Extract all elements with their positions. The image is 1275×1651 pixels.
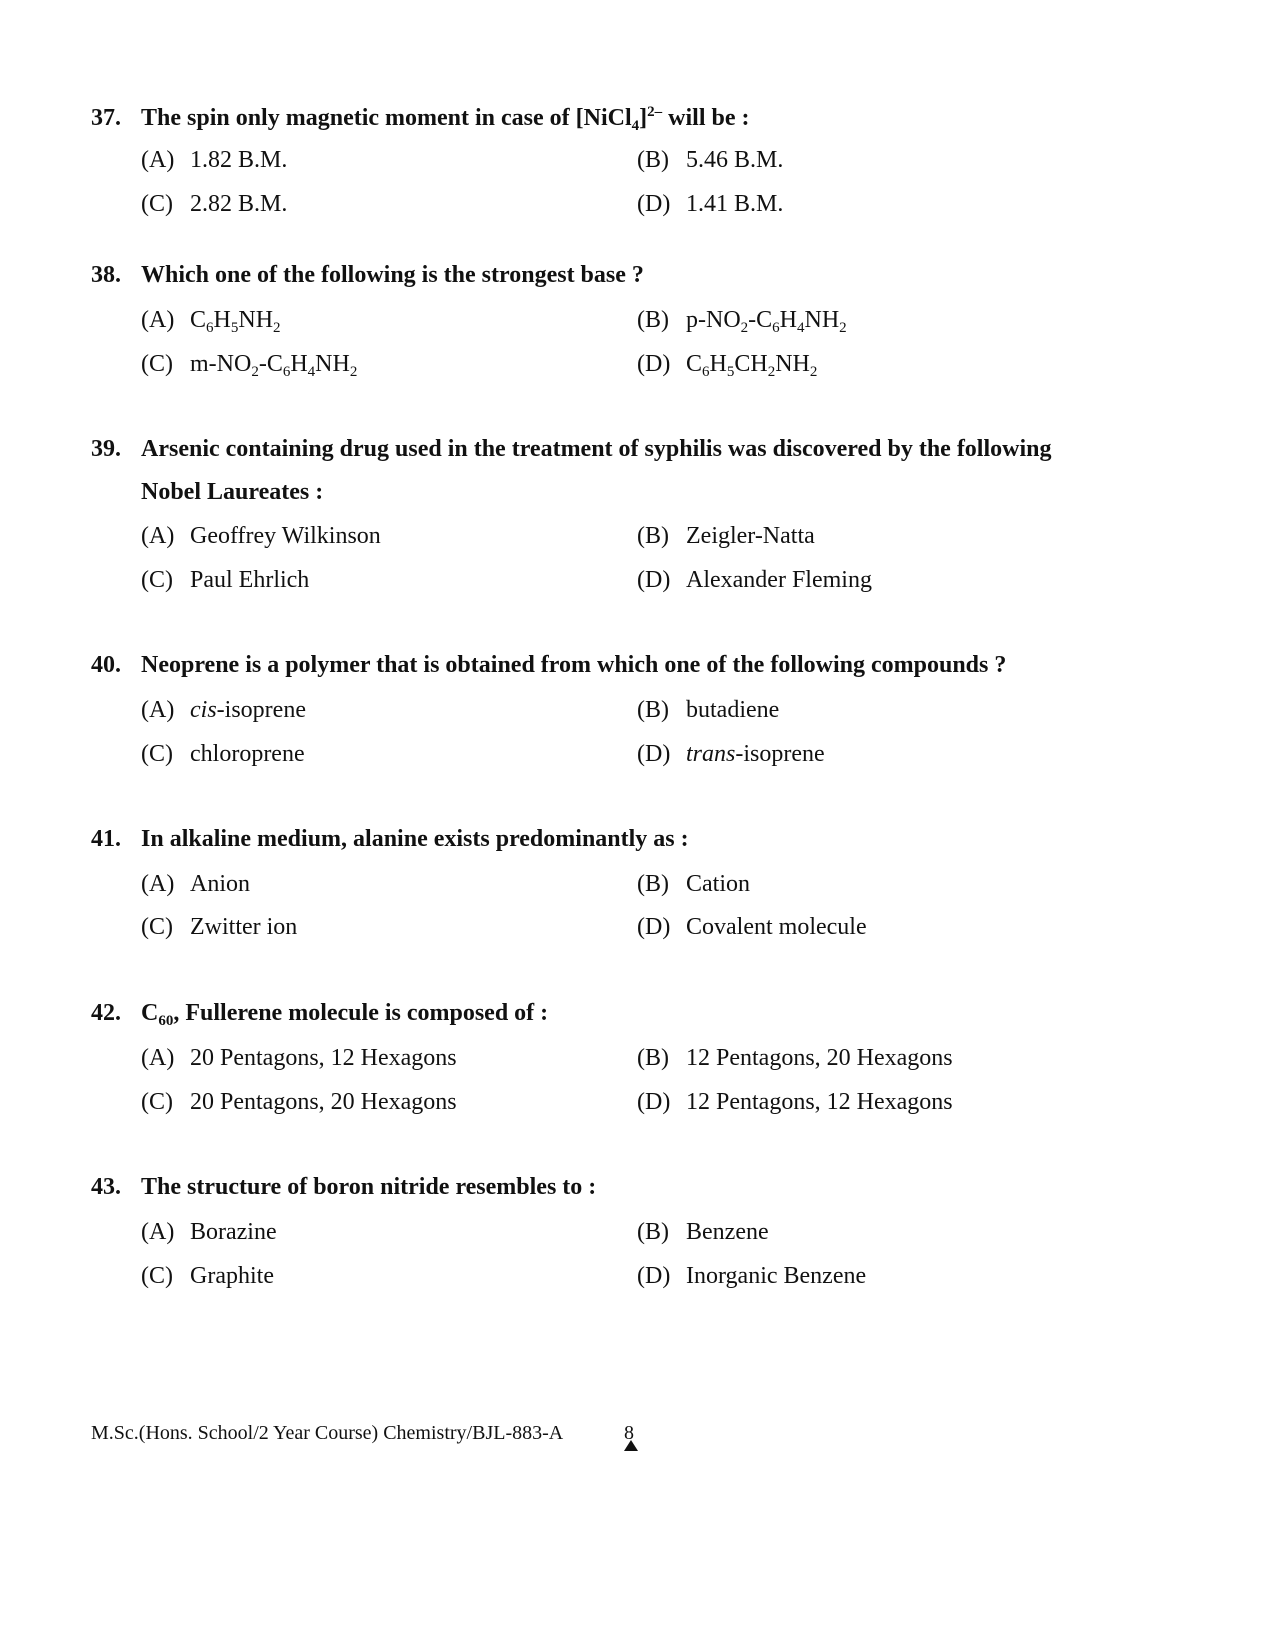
question-number: 37. (91, 105, 121, 131)
option-label: (C) (141, 1089, 173, 1115)
formula-subscript: 6 (282, 364, 291, 380)
option-38-c (141, 342, 357, 386)
option-label: (C) (141, 567, 173, 593)
option-label: (A) (141, 871, 175, 897)
question-number: 42. (91, 1000, 121, 1026)
option-43-d (637, 1254, 866, 1298)
formula-part: H (709, 351, 727, 377)
option-39-c (141, 558, 309, 602)
option-text: Anion (190, 871, 250, 897)
option-label: (D) (637, 1263, 671, 1289)
stem-superscript: 2– (647, 104, 663, 120)
option-text: Graphite (190, 1263, 274, 1289)
option-label: (A) (141, 147, 175, 173)
question-37 (91, 96, 749, 140)
formula-part: p-NO (686, 307, 741, 333)
formula-part: H (213, 307, 231, 333)
option-label: (A) (141, 523, 175, 549)
formula-subscript: 5 (230, 320, 239, 336)
formula-subscript: 6 (772, 320, 780, 336)
option-text (190, 697, 306, 723)
formula-part: C (190, 307, 207, 333)
question-40 (91, 643, 1006, 687)
option-text: 1.41 B.M. (686, 191, 784, 217)
option-43-a (141, 1210, 277, 1254)
question-text (141, 991, 548, 1035)
option-41-b (637, 862, 750, 906)
stem-part: , Fullerene molecule is composed of : (173, 1000, 549, 1026)
option-label: (B) (637, 1045, 669, 1071)
option-43-c (141, 1254, 274, 1298)
formula-part: NH (238, 307, 274, 333)
option-40-c (141, 732, 305, 776)
stem-part: ] (639, 105, 648, 131)
option-37-d (637, 182, 783, 226)
question-38 (91, 253, 644, 297)
stem-subscript: 60 (158, 1013, 174, 1029)
option-label: (D) (637, 351, 671, 377)
option-text-rest: -isoprene (735, 741, 825, 767)
option-text: Zwitter ion (190, 914, 298, 940)
option-38-b (637, 298, 847, 342)
option-40-d (637, 732, 825, 776)
question-number: 39. (91, 436, 121, 462)
question-text: Which one of the following is the strongest base ? (141, 262, 644, 288)
formula-subscript: 2 (251, 364, 259, 380)
formula-subscript: 2 (839, 320, 847, 336)
option-label: (B) (637, 871, 669, 897)
option-label: (C) (141, 351, 173, 377)
option-37-b (637, 138, 783, 182)
option-text-rest: -isoprene (216, 697, 306, 723)
question-43 (91, 1165, 596, 1209)
question-39 (91, 427, 1052, 471)
option-text (686, 307, 847, 336)
formula-part: m-NO (190, 351, 252, 377)
option-text: Covalent molecule (686, 914, 867, 940)
formula-part: H (290, 351, 308, 377)
option-text: Alexander Fleming (686, 567, 872, 593)
option-42-a (141, 1036, 457, 1080)
question-text: In alkaline medium, alanine exists predominantly as : (141, 826, 689, 852)
formula-part: -C (748, 307, 773, 333)
option-text: Geoffrey Wilkinson (190, 523, 381, 549)
stem-part: The spin only magnetic moment in case of [NiCl (141, 105, 632, 131)
formula-subscript: 4 (797, 320, 805, 336)
option-38-a (141, 298, 281, 342)
formula-subscript: 4 (307, 364, 316, 380)
formula-subscript: 2 (809, 364, 818, 380)
option-label: (D) (637, 191, 671, 217)
option-41-d (637, 905, 867, 949)
option-label: (B) (637, 523, 669, 549)
question-text: The structure of boron nitride resembles to : (141, 1174, 597, 1200)
option-label: (D) (637, 567, 671, 593)
option-text (190, 307, 281, 336)
option-text: Zeigler-Natta (686, 523, 815, 549)
question-text: Arsenic containing drug used in the treatment of syphilis was discovered by the following (141, 436, 1052, 462)
option-text: Inorganic Benzene (686, 1263, 867, 1289)
italic-prefix: trans (686, 741, 736, 767)
question-text (141, 96, 749, 140)
formula-subscript: 2 (349, 364, 358, 380)
option-38-d (637, 342, 817, 386)
option-text: Paul Ehrlich (190, 567, 310, 593)
option-label: (A) (141, 1045, 175, 1071)
option-label: (C) (141, 741, 173, 767)
option-37-c (141, 182, 287, 226)
formula-subscript: 2 (767, 364, 776, 380)
option-41-c (141, 905, 297, 949)
footer-course-code: M.Sc.(Hons. School/2 Year Course) Chemistry/BJL-883-A (91, 1422, 564, 1444)
option-text: Cation (686, 871, 750, 897)
formula-subscript: 6 (702, 364, 710, 380)
option-label: (D) (637, 741, 671, 767)
question-text: Neoprene is a polymer that is obtained from which one of the following compounds ? (141, 652, 1007, 678)
question-number: 38. (91, 262, 121, 288)
option-label: (D) (637, 1089, 671, 1115)
option-42-d (637, 1080, 953, 1124)
option-text: 20 Pentagons, 20 Hexagons (190, 1089, 457, 1115)
stem-part: will be : (662, 105, 750, 131)
formula-subscript: 6 (206, 320, 214, 336)
question-number: 43. (91, 1174, 121, 1200)
option-39-b (637, 514, 815, 558)
question-41 (91, 817, 689, 861)
formula-part: CH (734, 351, 768, 377)
formula-part: -C (258, 351, 283, 377)
option-label: (B) (637, 307, 669, 333)
stem-part: C (141, 1000, 159, 1026)
formula-subscript: 2 (740, 320, 749, 336)
option-text: 1.82 B.M. (190, 147, 288, 173)
question-number: 40. (91, 652, 121, 678)
question-number: 41. (91, 826, 121, 852)
option-text (686, 351, 818, 380)
option-42-c (141, 1080, 457, 1124)
option-text: 20 Pentagons, 12 Hexagons (190, 1045, 457, 1071)
option-label: (C) (141, 191, 173, 217)
option-text: 12 Pentagons, 12 Hexagons (686, 1089, 953, 1115)
option-label: (C) (141, 914, 173, 940)
formula-part: NH (804, 307, 840, 333)
formula-subscript: 2 (273, 320, 281, 336)
formula-subscript: 5 (726, 364, 735, 380)
option-label: (B) (637, 1219, 669, 1245)
formula-part: C (686, 351, 703, 377)
italic-prefix: cis (190, 697, 217, 723)
triangle-marker-icon (624, 1440, 638, 1451)
option-text: chloroprene (190, 741, 305, 767)
option-40-b (637, 688, 779, 732)
option-text (686, 741, 825, 767)
option-text: butadiene (686, 697, 780, 723)
question-39-continuation: Nobel Laureates : (141, 479, 324, 505)
formula-part: H (779, 307, 797, 333)
option-41-a (141, 862, 250, 906)
formula-part: NH (775, 351, 810, 377)
option-text (190, 351, 358, 380)
option-43-b (637, 1210, 769, 1254)
question-42 (91, 991, 548, 1035)
option-text: 12 Pentagons, 20 Hexagons (686, 1045, 953, 1071)
option-40-a (141, 688, 306, 732)
option-label: (B) (637, 697, 669, 723)
option-text: 2.82 B.M. (190, 191, 288, 217)
option-39-a (141, 514, 381, 558)
option-text: 5.46 B.M. (686, 147, 784, 173)
option-label: (A) (141, 307, 175, 333)
option-label: (A) (141, 1219, 175, 1245)
option-text: Benzene (686, 1219, 769, 1245)
option-37-a (141, 138, 287, 182)
stem-subscript: 4 (631, 118, 640, 134)
option-label: (A) (141, 697, 175, 723)
option-label: (B) (637, 147, 669, 173)
option-39-d (637, 558, 872, 602)
option-label: (C) (141, 1263, 173, 1289)
formula-part: NH (315, 351, 350, 377)
option-42-b (637, 1036, 953, 1080)
option-text: Borazine (190, 1219, 277, 1245)
option-label: (D) (637, 914, 671, 940)
page-number: 8 (624, 1422, 634, 1444)
